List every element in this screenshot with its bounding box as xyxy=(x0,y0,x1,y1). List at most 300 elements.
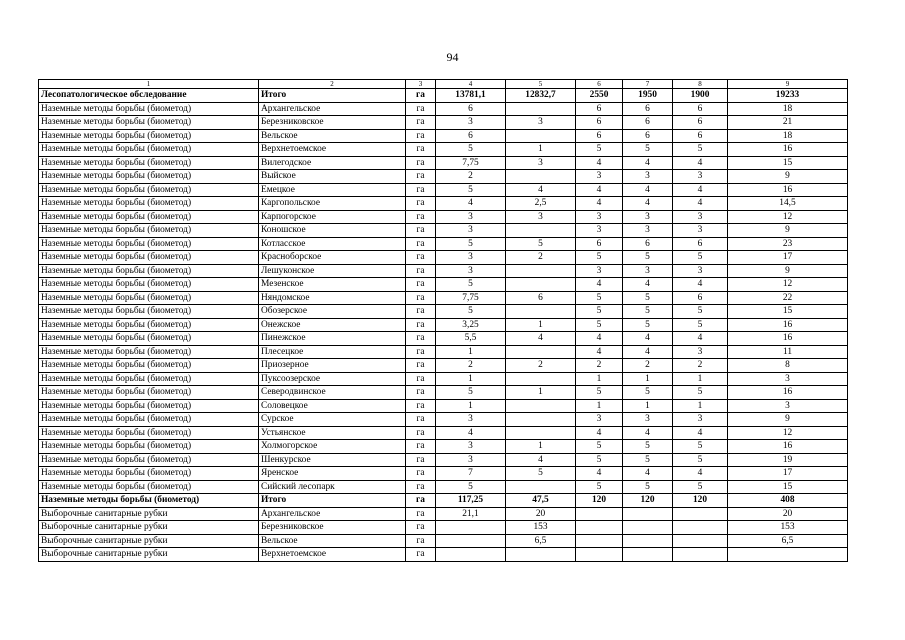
unit-cell: га xyxy=(406,413,436,427)
forestry-cell: Лешуконское xyxy=(259,264,406,278)
value-cell xyxy=(506,372,576,386)
table-row xyxy=(39,467,848,481)
value-cell xyxy=(506,399,576,413)
total-cell: 8 xyxy=(728,359,848,373)
value-cell: 117,25 xyxy=(436,494,506,508)
total-cell: 16 xyxy=(728,183,848,197)
value-cell: 4 xyxy=(576,278,623,292)
total-cell: 16 xyxy=(728,440,848,454)
report-table xyxy=(38,79,848,562)
forestry-cell: Пинежское xyxy=(259,332,406,346)
column-number: 1 xyxy=(39,80,259,89)
value-cell: 7,75 xyxy=(436,291,506,305)
value-cell: 3 xyxy=(623,413,673,427)
total-cell: 17 xyxy=(728,251,848,265)
value-cell: 3 xyxy=(673,413,728,427)
value-cell: 4 xyxy=(436,197,506,211)
value-cell: 3 xyxy=(576,264,623,278)
activity-cell: Наземные методы борьбы (биометод) xyxy=(39,183,259,197)
table-row xyxy=(39,264,848,278)
value-cell: 5 xyxy=(576,251,623,265)
value-cell: 12832,7 xyxy=(506,89,576,103)
value-cell xyxy=(506,345,576,359)
unit-cell: га xyxy=(406,143,436,157)
activity-cell: Наземные методы борьбы (биометод) xyxy=(39,494,259,508)
table-row xyxy=(39,278,848,292)
value-cell xyxy=(506,224,576,238)
forestry-cell: Яренское xyxy=(259,467,406,481)
total-cell: 21 xyxy=(728,116,848,130)
activity-cell: Наземные методы борьбы (биометод) xyxy=(39,399,259,413)
value-cell: 5 xyxy=(436,278,506,292)
value-cell: 2 xyxy=(436,170,506,184)
unit-cell: га xyxy=(406,170,436,184)
value-cell: 4 xyxy=(576,345,623,359)
table-row xyxy=(39,372,848,386)
column-number-row xyxy=(39,80,848,89)
value-cell: 1 xyxy=(623,372,673,386)
value-cell: 5 xyxy=(576,480,623,494)
value-cell: 6 xyxy=(576,237,623,251)
value-cell: 3 xyxy=(673,210,728,224)
table-row xyxy=(39,183,848,197)
activity-cell: Выборочные санитарные рубки xyxy=(39,507,259,521)
value-cell xyxy=(623,534,673,548)
value-cell: 5 xyxy=(436,143,506,157)
table-row xyxy=(39,170,848,184)
value-cell: 2 xyxy=(436,359,506,373)
value-cell xyxy=(673,507,728,521)
value-cell: 4 xyxy=(673,332,728,346)
forestry-cell: Устьянское xyxy=(259,426,406,440)
table-row xyxy=(39,102,848,116)
value-cell: 3 xyxy=(623,210,673,224)
forestry-cell: Обозерское xyxy=(259,305,406,319)
value-cell xyxy=(506,129,576,143)
column-number: 5 xyxy=(506,80,576,89)
total-cell: 18 xyxy=(728,129,848,143)
value-cell: 3 xyxy=(436,453,506,467)
value-cell: 3 xyxy=(436,116,506,130)
activity-cell: Наземные методы борьбы (биометод) xyxy=(39,440,259,454)
value-cell: 2 xyxy=(576,359,623,373)
activity-cell: Наземные методы борьбы (биометод) xyxy=(39,453,259,467)
forestry-cell: Няндомское xyxy=(259,291,406,305)
activity-cell: Наземные методы борьбы (биометод) xyxy=(39,129,259,143)
value-cell: 5 xyxy=(623,318,673,332)
value-cell: 5 xyxy=(673,440,728,454)
forestry-cell: Емецкое xyxy=(259,183,406,197)
page-number: 94 xyxy=(446,50,459,64)
forestry-cell: Соловецкое xyxy=(259,399,406,413)
total-cell: 9 xyxy=(728,264,848,278)
unit-cell: га xyxy=(406,156,436,170)
value-cell: 6 xyxy=(623,129,673,143)
value-cell xyxy=(673,534,728,548)
forestry-cell: Шенкурское xyxy=(259,453,406,467)
value-cell: 1 xyxy=(673,399,728,413)
value-cell: 1950 xyxy=(623,89,673,103)
forestry-cell: Северодвинское xyxy=(259,386,406,400)
forestry-cell: Плесецкое xyxy=(259,345,406,359)
value-cell: 20 xyxy=(506,507,576,521)
activity-cell: Выборочные санитарные рубки xyxy=(39,534,259,548)
total-cell: 11 xyxy=(728,345,848,359)
unit-cell: га xyxy=(406,359,436,373)
table-total-row xyxy=(39,494,848,508)
value-cell xyxy=(436,521,506,535)
activity-cell: Наземные методы борьбы (биометод) xyxy=(39,345,259,359)
value-cell: 3 xyxy=(576,170,623,184)
table-row xyxy=(39,116,848,130)
activity-cell: Наземные методы борьбы (биометод) xyxy=(39,237,259,251)
value-cell: 2 xyxy=(673,359,728,373)
value-cell: 1 xyxy=(506,318,576,332)
unit-cell: га xyxy=(406,494,436,508)
forestry-cell: Вельское xyxy=(259,129,406,143)
value-cell: 7,75 xyxy=(436,156,506,170)
value-cell: 4 xyxy=(506,332,576,346)
value-cell xyxy=(576,534,623,548)
total-cell: 23 xyxy=(728,237,848,251)
value-cell xyxy=(506,264,576,278)
value-cell: 5 xyxy=(623,143,673,157)
value-cell: 1 xyxy=(576,372,623,386)
table-row xyxy=(39,305,848,319)
unit-cell: га xyxy=(406,521,436,535)
value-cell: 6 xyxy=(673,102,728,116)
value-cell xyxy=(506,102,576,116)
value-cell: 5 xyxy=(506,467,576,481)
value-cell: 3 xyxy=(506,116,576,130)
table-row xyxy=(39,156,848,170)
forestry-cell: Котласское xyxy=(259,237,406,251)
value-cell: 5 xyxy=(623,386,673,400)
value-cell: 2,5 xyxy=(506,197,576,211)
value-cell: 6 xyxy=(576,129,623,143)
total-cell: 15 xyxy=(728,305,848,319)
value-cell: 5 xyxy=(623,480,673,494)
value-cell: 5 xyxy=(576,453,623,467)
unit-cell: га xyxy=(406,386,436,400)
value-cell: 1 xyxy=(506,440,576,454)
unit-cell: га xyxy=(406,197,436,211)
forestry-cell: Карпогорское xyxy=(259,210,406,224)
value-cell: 4 xyxy=(576,426,623,440)
total-cell: 19 xyxy=(728,453,848,467)
activity-cell: Наземные методы борьбы (биометод) xyxy=(39,197,259,211)
value-cell: 1 xyxy=(436,345,506,359)
value-cell: 5 xyxy=(436,386,506,400)
value-cell: 5 xyxy=(623,251,673,265)
unit-cell: га xyxy=(406,467,436,481)
value-cell: 120 xyxy=(673,494,728,508)
total-cell: 15 xyxy=(728,480,848,494)
value-cell: 47,5 xyxy=(506,494,576,508)
value-cell xyxy=(673,521,728,535)
value-cell xyxy=(506,548,576,562)
value-cell: 5 xyxy=(673,143,728,157)
value-cell: 2550 xyxy=(576,89,623,103)
unit-cell: га xyxy=(406,372,436,386)
activity-cell: Наземные методы борьбы (биометод) xyxy=(39,210,259,224)
forestry-cell: Выйское xyxy=(259,170,406,184)
forestry-cell: Сийский лесопарк xyxy=(259,480,406,494)
forestry-cell: Верхнетоемское xyxy=(259,143,406,157)
value-cell: 5 xyxy=(673,251,728,265)
forestry-cell: Вилегодское xyxy=(259,156,406,170)
value-cell: 1 xyxy=(576,399,623,413)
unit-cell: га xyxy=(406,224,436,238)
value-cell: 5 xyxy=(436,183,506,197)
value-cell xyxy=(436,534,506,548)
forestry-cell: Пуксоозерское xyxy=(259,372,406,386)
value-cell: 5 xyxy=(673,305,728,319)
total-cell: 22 xyxy=(728,291,848,305)
total-cell: 3 xyxy=(728,399,848,413)
activity-cell: Наземные методы борьбы (биометод) xyxy=(39,278,259,292)
value-cell: 3 xyxy=(436,251,506,265)
table-row xyxy=(39,386,848,400)
forestry-cell: Верхнетоемское xyxy=(259,548,406,562)
value-cell: 3 xyxy=(623,170,673,184)
total-cell: 9 xyxy=(728,170,848,184)
activity-cell: Наземные методы борьбы (биометод) xyxy=(39,116,259,130)
value-cell: 5 xyxy=(623,291,673,305)
value-cell: 13781,1 xyxy=(436,89,506,103)
value-cell xyxy=(506,278,576,292)
unit-cell: га xyxy=(406,305,436,319)
value-cell: 2 xyxy=(506,251,576,265)
table-row xyxy=(39,534,848,548)
unit-cell: га xyxy=(406,251,436,265)
value-cell: 4 xyxy=(576,183,623,197)
value-cell: 5 xyxy=(673,318,728,332)
value-cell xyxy=(576,507,623,521)
value-cell: 4 xyxy=(623,426,673,440)
value-cell: 3 xyxy=(673,264,728,278)
activity-cell: Наземные методы борьбы (биометод) xyxy=(39,170,259,184)
column-number: 2 xyxy=(259,80,406,89)
value-cell: 4 xyxy=(576,156,623,170)
value-cell xyxy=(623,548,673,562)
forestry-cell: Онежское xyxy=(259,318,406,332)
value-cell xyxy=(506,170,576,184)
value-cell: 5 xyxy=(673,453,728,467)
total-cell: 153 xyxy=(728,521,848,535)
unit-cell: га xyxy=(406,332,436,346)
activity-cell: Лесопатологическое обследование xyxy=(39,89,259,103)
forestry-cell: Приозерное xyxy=(259,359,406,373)
forestry-cell: Архангельское xyxy=(259,507,406,521)
table-row xyxy=(39,318,848,332)
table-row xyxy=(39,143,848,157)
unit-cell: га xyxy=(406,318,436,332)
value-cell xyxy=(576,548,623,562)
value-cell: 5 xyxy=(576,143,623,157)
unit-cell: га xyxy=(406,129,436,143)
value-cell: 3 xyxy=(673,224,728,238)
total-cell: 20 xyxy=(728,507,848,521)
value-cell: 4 xyxy=(623,183,673,197)
value-cell: 3 xyxy=(436,264,506,278)
value-cell: 5 xyxy=(506,237,576,251)
unit-cell: га xyxy=(406,237,436,251)
total-cell: 14,5 xyxy=(728,197,848,211)
table-row xyxy=(39,521,848,535)
table-row xyxy=(39,359,848,373)
unit-cell: га xyxy=(406,264,436,278)
activity-cell: Наземные методы борьбы (биометод) xyxy=(39,305,259,319)
table-row xyxy=(39,507,848,521)
table-row xyxy=(39,251,848,265)
column-number: 8 xyxy=(673,80,728,89)
unit-cell: га xyxy=(406,89,436,103)
total-cell: 19233 xyxy=(728,89,848,103)
value-cell: 4 xyxy=(623,197,673,211)
activity-cell: Наземные методы борьбы (биометод) xyxy=(39,143,259,157)
total-cell: 12 xyxy=(728,210,848,224)
value-cell: 4 xyxy=(673,197,728,211)
table-row xyxy=(39,224,848,238)
activity-cell: Наземные методы борьбы (биометод) xyxy=(39,102,259,116)
value-cell: 6 xyxy=(436,102,506,116)
total-cell: 6,5 xyxy=(728,534,848,548)
column-number: 4 xyxy=(436,80,506,89)
unit-cell: га xyxy=(406,480,436,494)
table-row xyxy=(39,413,848,427)
value-cell xyxy=(506,305,576,319)
unit-cell: га xyxy=(406,399,436,413)
value-cell: 1 xyxy=(436,399,506,413)
value-cell: 3 xyxy=(576,413,623,427)
table-row xyxy=(39,332,848,346)
table-row xyxy=(39,129,848,143)
total-cell: 15 xyxy=(728,156,848,170)
value-cell xyxy=(436,548,506,562)
value-cell: 3 xyxy=(506,156,576,170)
value-cell: 6 xyxy=(673,237,728,251)
activity-cell: Наземные методы борьбы (биометод) xyxy=(39,251,259,265)
forestry-cell: Холмогорское xyxy=(259,440,406,454)
value-cell: 6 xyxy=(506,291,576,305)
table-row xyxy=(39,210,848,224)
unit-cell: га xyxy=(406,102,436,116)
total-cell: 12 xyxy=(728,278,848,292)
value-cell: 3,25 xyxy=(436,318,506,332)
forestry-cell: Березниковское xyxy=(259,116,406,130)
total-cell: 9 xyxy=(728,413,848,427)
total-cell xyxy=(728,548,848,562)
value-cell: 5 xyxy=(673,386,728,400)
forestry-cell: Мезенское xyxy=(259,278,406,292)
table-row xyxy=(39,399,848,413)
value-cell: 3 xyxy=(623,224,673,238)
value-cell: 2 xyxy=(506,359,576,373)
activity-cell: Наземные методы борьбы (биометод) xyxy=(39,480,259,494)
value-cell: 4 xyxy=(623,278,673,292)
unit-cell: га xyxy=(406,534,436,548)
value-cell: 1 xyxy=(673,372,728,386)
value-cell: 153 xyxy=(506,521,576,535)
value-cell: 4 xyxy=(576,467,623,481)
total-cell: 9 xyxy=(728,224,848,238)
value-cell xyxy=(623,521,673,535)
value-cell: 4 xyxy=(673,278,728,292)
unit-cell: га xyxy=(406,507,436,521)
value-cell: 21,1 xyxy=(436,507,506,521)
value-cell: 5,5 xyxy=(436,332,506,346)
unit-cell: га xyxy=(406,440,436,454)
unit-cell: га xyxy=(406,453,436,467)
value-cell: 6 xyxy=(673,116,728,130)
value-cell: 3 xyxy=(436,224,506,238)
forestry-cell: Каргопольское xyxy=(259,197,406,211)
value-cell: 5 xyxy=(623,440,673,454)
value-cell: 6 xyxy=(623,237,673,251)
value-cell: 5 xyxy=(623,305,673,319)
value-cell: 6 xyxy=(623,102,673,116)
activity-cell: Наземные методы борьбы (биометод) xyxy=(39,318,259,332)
value-cell: 5 xyxy=(436,480,506,494)
forestry-cell: Итого xyxy=(259,89,406,103)
total-cell: 18 xyxy=(728,102,848,116)
total-cell: 408 xyxy=(728,494,848,508)
total-cell: 16 xyxy=(728,143,848,157)
table-row xyxy=(39,291,848,305)
value-cell: 4 xyxy=(623,345,673,359)
activity-cell: Наземные методы борьбы (биометод) xyxy=(39,413,259,427)
forestry-cell: Итого xyxy=(259,494,406,508)
activity-cell: Наземные методы борьбы (биометод) xyxy=(39,332,259,346)
activity-cell: Наземные методы борьбы (биометод) xyxy=(39,426,259,440)
value-cell: 5 xyxy=(576,386,623,400)
value-cell: 5 xyxy=(673,480,728,494)
value-cell: 4 xyxy=(673,156,728,170)
value-cell: 4 xyxy=(506,453,576,467)
value-cell: 120 xyxy=(623,494,673,508)
value-cell: 7 xyxy=(436,467,506,481)
column-number: 3 xyxy=(406,80,436,89)
total-cell: 17 xyxy=(728,467,848,481)
value-cell: 6 xyxy=(576,102,623,116)
forestry-cell: Коношское xyxy=(259,224,406,238)
value-cell: 5 xyxy=(576,440,623,454)
value-cell: 5 xyxy=(576,305,623,319)
value-cell: 5 xyxy=(436,305,506,319)
value-cell: 4 xyxy=(673,183,728,197)
value-cell: 4 xyxy=(623,332,673,346)
forestry-cell: Архангельское xyxy=(259,102,406,116)
total-cell: 12 xyxy=(728,426,848,440)
value-cell: 6 xyxy=(673,129,728,143)
table-row xyxy=(39,237,848,251)
value-cell xyxy=(506,480,576,494)
table-row xyxy=(39,548,848,562)
value-cell: 1 xyxy=(623,399,673,413)
column-number: 6 xyxy=(576,80,623,89)
forestry-cell: Березниковское xyxy=(259,521,406,535)
total-cell: 16 xyxy=(728,332,848,346)
column-number: 7 xyxy=(623,80,673,89)
value-cell: 4 xyxy=(623,156,673,170)
value-cell: 120 xyxy=(576,494,623,508)
value-cell: 6,5 xyxy=(506,534,576,548)
activity-cell: Наземные методы борьбы (биометод) xyxy=(39,386,259,400)
total-cell: 16 xyxy=(728,386,848,400)
value-cell: 6 xyxy=(576,116,623,130)
value-cell: 3 xyxy=(673,170,728,184)
